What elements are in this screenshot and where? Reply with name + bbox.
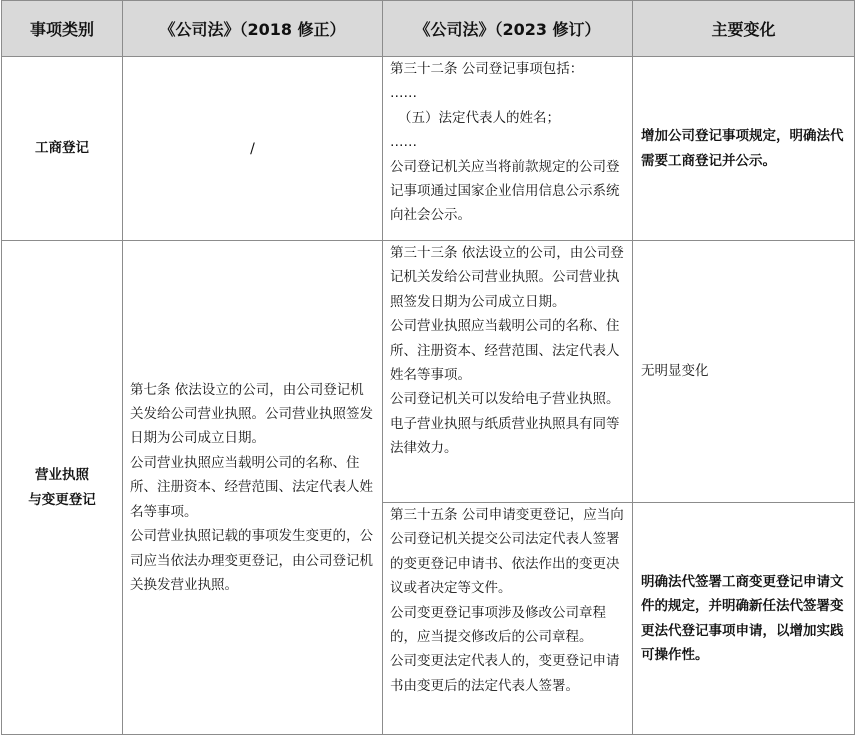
article-paragraph: 公司营业执照应当载明公司的名称、住所、注册资本、经营范围、法定代表人姓名等事项。	[390, 318, 620, 384]
article-paragraph: 公司营业执照记载的事项发生变更的，公司应当依法办理变更登记，由公司登记机关换发营业执照。	[130, 528, 373, 593]
law-2023-cell	[383, 241, 633, 503]
header-law-2023: 《公司法》（2023 修订）	[383, 1, 633, 57]
row-business-license-a	[2, 241, 855, 503]
law-2018-cell	[123, 241, 383, 735]
article-paragraph: 公司登记机关应当将前款规定的公司登记事项通过国家企业信用信息公示系统向社会公示。	[390, 158, 620, 224]
law-2023-cell	[383, 503, 633, 735]
ellipsis-line: ……	[390, 134, 417, 151]
header-law-2018: 《公司法》（2018 修正）	[123, 1, 383, 57]
header-category: 事项类别	[2, 1, 123, 57]
article-paragraph: 公司营业执照应当载明公司的名称、住所、注册资本、经营范围、法定代表人姓名等事项。	[130, 454, 373, 520]
article-item-line: （五）法定代表人的姓名；	[398, 109, 560, 126]
header-main-change: 主要变化	[633, 1, 855, 57]
change-cell: 无明显变化	[633, 241, 855, 503]
law-2018-cell: /	[123, 57, 383, 241]
change-cell: 明确法代签署工商变更登记申请文件的规定，并明确新任法代签署变更法代登记事项申请，以增加实践可操作性。	[633, 503, 855, 735]
category-business-license	[2, 241, 123, 735]
category-line: 与变更登记	[28, 491, 96, 508]
article-paragraph: 公司变更登记事项涉及修改公司章程的，应当提交修改后的公司章程。	[390, 604, 606, 646]
article-paragraph: 公司变更法定代表人的，变更登记申请书由变更后的法定代表人签署。	[390, 653, 620, 694]
law-2023-cell	[383, 57, 633, 241]
change-cell: 增加公司登记事项规定，明确法代需要工商登记并公示。	[633, 57, 855, 241]
row-business-registration	[2, 57, 855, 241]
article-paragraph: 第三十三条 依法设立的公司，由公司登记机关发给公司营业执照。公司营业执照签发日期为公司成立日期。	[390, 245, 624, 310]
law-comparison-table	[1, 0, 855, 735]
article-paragraph: 公司登记机关可以发给电子营业执照。电子营业执照与纸质营业执照具有同等法律效力。	[390, 391, 620, 457]
article-line: 第三十二条 公司登记事项包括：	[390, 61, 584, 77]
category-line: 营业执照	[35, 466, 89, 483]
article-paragraph: 第七条 依法设立的公司，由公司登记机关发给公司营业执照。公司营业执照签发日期为公司成立日期。	[130, 381, 373, 447]
header-row	[2, 1, 855, 57]
category-business-registration: 工商登记	[2, 57, 123, 241]
ellipsis-line: ……	[390, 85, 417, 102]
article-paragraph: 第三十五条 公司申请变更登记，应当向公司登记机关提交公司法定代表人签署的变更登记申请书、依法作出的变更决议或者决定等文件。	[390, 507, 624, 597]
